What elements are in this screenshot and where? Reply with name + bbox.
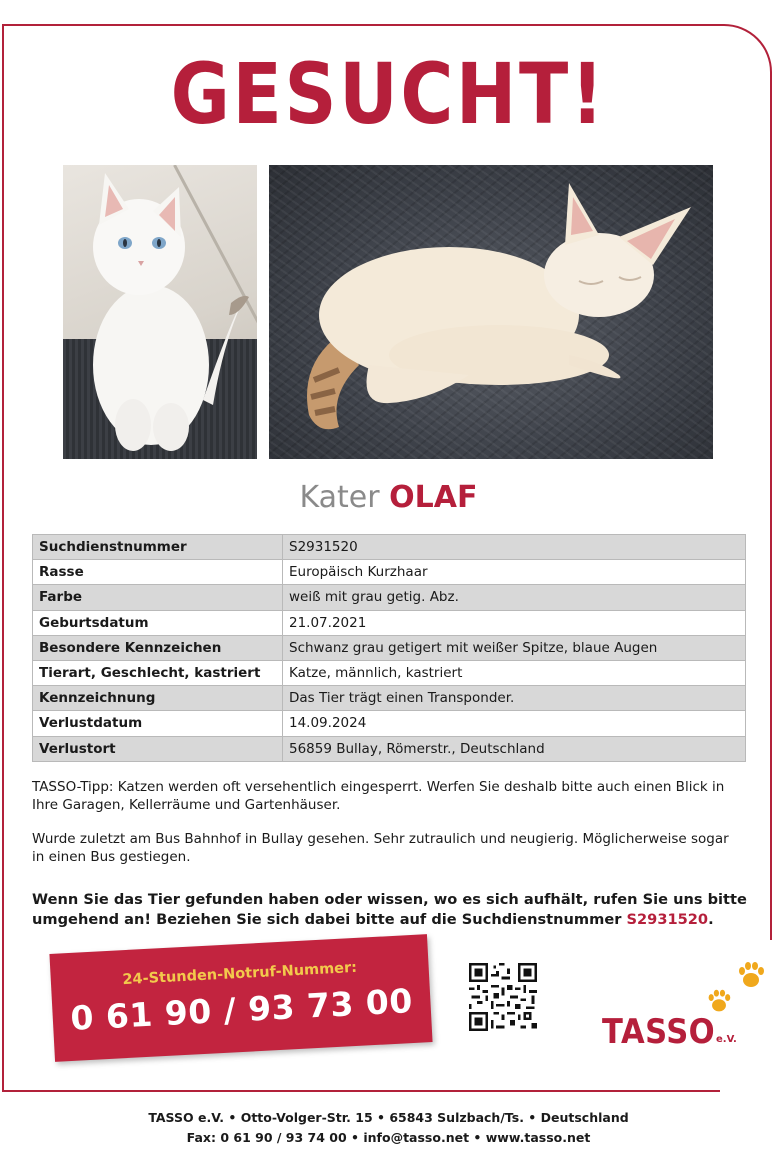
tasso-logo [598,958,768,1054]
call-line: Wenn Sie das Tier gefunden haben oder wissen, wo es sich aufhält, rufen Sie uns bitte [32,891,747,908]
photo-sitting-cat [63,165,257,459]
seen-line: in einen Bus gestiegen. [32,849,191,865]
hotline-box [49,934,432,1062]
call-line-suffix: . [708,911,714,928]
pet-name: OLAF [389,480,478,515]
tasso-tip [32,778,752,814]
logo-suffix: e.V. [716,1034,737,1045]
last-seen-note [32,830,752,866]
detail-value: 14.09.2024 [283,711,746,736]
detail-key: Kennzeichnung [33,686,283,711]
frame-gap-bottom [720,1086,777,1096]
detail-value: Europäisch Kurzhaar [283,560,746,585]
call-line-2 [32,910,752,930]
details-table [32,534,746,762]
pet-kind: Kater [299,480,380,515]
detail-value: Das Tier trägt einen Transponder. [283,686,746,711]
reference-number: S2931520 [626,911,709,928]
footer-address: TASSO e.V. • Otto-Volger-Str. 15 • 65843 Sulzbach/Ts. • Deutschland [148,1110,629,1125]
tip-line: Ihre Garagen, Kellerräume und Gartenhäuser. [32,797,341,813]
detail-value: S2931520 [283,535,746,560]
pet-name-line [0,478,777,518]
call-line-prefix: umgehend an! Beziehen Sie sich dabei bitte auf die Suchdienstnummer [32,911,627,928]
footer-contact[interactable]: Fax: 0 61 90 / 93 74 00 • info@tasso.net • www.tasso.net [186,1130,591,1145]
logo-name: TASSO [602,1012,716,1052]
frame-gap [767,940,777,1100]
detail-key: Verlustort [33,736,283,761]
seen-line: Wurde zuletzt am Bus Bahnhof in Bullay gesehen. Sehr zutraulich und neugierig. Möglicherweise sogar [32,831,729,847]
headline: GESUCHT! [170,45,607,143]
table-row [33,711,746,736]
table-row [33,535,746,560]
call-to-action [32,890,752,930]
detail-value: Katze, männlich, kastriert [283,660,746,685]
paw-icon [736,960,766,990]
detail-key: Suchdienstnummer [33,535,283,560]
table-row [33,610,746,635]
detail-key: Farbe [33,585,283,610]
hotline-number[interactable]: 0 61 90 / 93 73 00 [69,981,414,1038]
detail-value: weiß mit grau getig. Abz. [283,585,746,610]
qr-code[interactable] [469,963,537,1031]
tip-line: TASSO-Tipp: Katzen werden oft versehentlich eingesperrt. Werfen Sie deshalb bitte auch einen Blick in [32,779,725,795]
sitting-cat-illustration [63,165,257,459]
sleeping-cat-illustration [269,165,713,459]
table-row [33,660,746,685]
table-row [33,736,746,761]
table-row [33,686,746,711]
detail-key: Rasse [33,560,283,585]
paw-icon [706,988,732,1014]
detail-value: 21.07.2021 [283,610,746,635]
table-row [33,635,746,660]
photo-sleeping-cat [269,165,713,459]
detail-value: Schwanz grau getigert mit weißer Spitze, blaue Augen [283,635,746,660]
table-row [33,585,746,610]
detail-key: Geburtsdatum [33,610,283,635]
table-row [33,560,746,585]
detail-key: Verlustdatum [33,711,283,736]
detail-value: 56859 Bullay, Römerstr., Deutschland [283,736,746,761]
hotline-label: 24-Stunden-Notruf-Nummer: [122,959,358,989]
detail-key: Besondere Kennzeichen [33,635,283,660]
detail-key: Tierart, Geschlecht, kastriert [33,660,283,685]
